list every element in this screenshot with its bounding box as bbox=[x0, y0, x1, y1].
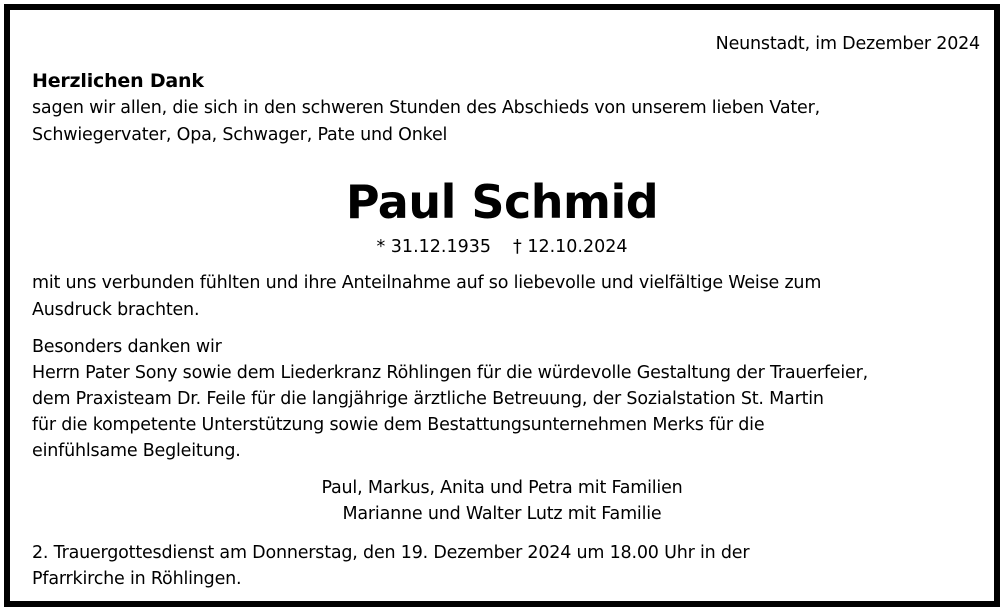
thanks-line-1: Besonders danken wir bbox=[32, 337, 222, 357]
signature-line-1: Paul, Markus, Anita und Petra mit Familien bbox=[321, 478, 683, 498]
thanks-line-5: einfühlsame Begleitung. bbox=[32, 441, 241, 461]
body-line-1: mit uns verbunden fühlten und ihre Anteilnahme auf so liebevolle und vielfältige Weise zum bbox=[32, 273, 822, 293]
service-line-1: 2. Trauergottesdienst am Donnerstag, den 19. Dezember 2024 um 18.00 Uhr in der bbox=[32, 543, 750, 563]
birth-date: * 31.12.1935 bbox=[376, 237, 491, 257]
thanks-line-2: Herrn Pater Sony sowie dem Liederkranz Röhlingen für die würdevolle Gestaltung der Trauerfeier, bbox=[32, 363, 868, 383]
intro-line-2: Schwiegervater, Opa, Schwager, Pate und Onkel bbox=[32, 125, 448, 145]
notice-content bbox=[10, 10, 994, 601]
body-line-2: Ausdruck brachten. bbox=[32, 300, 200, 320]
deceased-name: Paul Schmid bbox=[345, 175, 659, 229]
service-line-2: Pfarrkirche in Röhlingen. bbox=[32, 569, 242, 589]
signature-line-2: Marianne und Walter Lutz mit Familie bbox=[342, 504, 662, 524]
thanks-line-4: für die kompetente Unterstützung sowie dem Bestattungsunternehmen Merks für die bbox=[32, 415, 765, 435]
intro-line-1: sagen wir allen, die sich in den schweren Stunden des Abschieds von unserem lieben Vater, bbox=[32, 98, 820, 118]
thanks-line-3: dem Praxisteam Dr. Feile für die langjährige ärztliche Betreuung, der Sozialstation St. Martin bbox=[32, 389, 824, 409]
life-dates bbox=[10, 234, 994, 260]
place-date: Neunstadt, im Dezember 2024 bbox=[715, 34, 980, 54]
thanks-heading: Herzlichen Dank bbox=[32, 70, 204, 92]
death-date: † 12.10.2024 bbox=[513, 237, 628, 257]
obituary-notice bbox=[4, 4, 1000, 607]
